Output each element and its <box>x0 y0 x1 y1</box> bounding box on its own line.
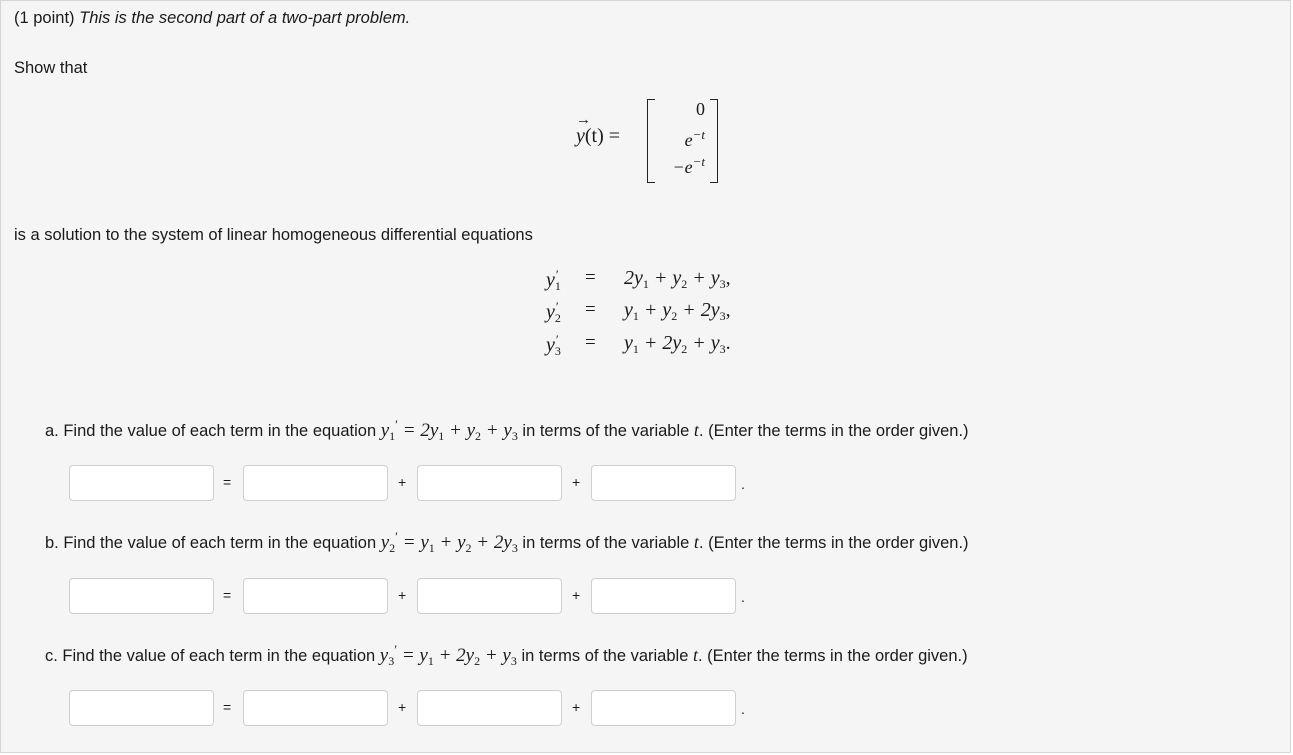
part-c-plus-1: + <box>398 699 407 715</box>
part-b-equals: = <box>223 587 232 603</box>
vector-arg: (t) = <box>584 125 621 147</box>
system-equals-3: = <box>585 332 596 353</box>
part-c-input-4[interactable] <box>591 690 736 726</box>
part-b-input-1[interactable] <box>69 578 214 614</box>
part-b-plus-1: + <box>398 587 407 603</box>
system-equals-1: = <box>585 267 596 288</box>
part-a-prompt: a. Find the value of each term in the equation $y_1' = 2y_1 + y_2 + y_3$ in terms of the variable t. (Enter the terms in the order given.) <box>45 417 969 443</box>
part-b-input-3[interactable] <box>417 578 562 614</box>
part-c-input-3[interactable] <box>417 690 562 726</box>
points-label: (1 point) <box>14 9 75 27</box>
matrix-right-bracket <box>710 99 718 183</box>
vector-entry-2: $e^{-t}$ <box>684 127 705 150</box>
system-rhs-1: $2y_1 + y_2 + y_3$, <box>624 267 731 291</box>
system-rhs-2: $y_1 + y_2 + 2y_3$, <box>624 299 731 323</box>
system-rhs-3: $y_1 + 2y_2 + y_3$. <box>624 332 731 356</box>
part-c-plus-2: + <box>572 699 581 715</box>
part-a-input-2[interactable] <box>243 465 388 501</box>
part-a-input-3[interactable] <box>417 465 562 501</box>
system-lhs-3: $y_3'$ <box>546 332 561 358</box>
vector-entry-3: $-e^{-t}$ <box>672 154 705 177</box>
part-a-input-4[interactable] <box>591 465 736 501</box>
solution-text: is a solution to the system of linear homogeneous differential equations <box>14 226 533 244</box>
part-c-period: . <box>741 701 745 717</box>
part-b-input-4[interactable] <box>591 578 736 614</box>
part-a-equals: = <box>223 474 232 490</box>
vector-name: y <box>576 125 585 147</box>
part-c-prompt: c. Find the value of each term in the equation $y_3' = y_1 + 2y_2 + y_3$ in terms of the variable t. (Enter the terms in the order given.) <box>45 642 968 668</box>
part-a-period: . <box>741 476 745 492</box>
part-a-plus-2: + <box>572 474 581 490</box>
vector-label <box>576 112 621 148</box>
show-that-text: Show that <box>14 59 88 77</box>
system-equals-2: = <box>585 299 596 320</box>
vector-entry-1: 0 <box>696 99 705 119</box>
system-lhs-1: $y_1'$ <box>546 267 561 293</box>
problem-header <box>14 9 410 28</box>
part-c-input-2[interactable] <box>243 690 388 726</box>
part-b-period: . <box>741 589 745 605</box>
part-a-plus-1: + <box>398 474 407 490</box>
part-b-prompt: b. Find the value of each term in the equation $y_2' = y_1 + y_2 + 2y_3$ in terms of the variable t. (Enter the terms in the order given.) <box>45 529 969 555</box>
system-lhs-2: $y_2'$ <box>546 299 561 325</box>
part-b-plus-2: + <box>572 587 581 603</box>
problem-intro: This is the second part of a two-part problem. <box>79 9 411 27</box>
vector-arrow-icon: → <box>576 112 591 128</box>
part-b-input-2[interactable] <box>243 578 388 614</box>
part-c-equals: = <box>223 699 232 715</box>
part-c-input-1[interactable] <box>69 690 214 726</box>
part-a-input-1[interactable] <box>69 465 214 501</box>
